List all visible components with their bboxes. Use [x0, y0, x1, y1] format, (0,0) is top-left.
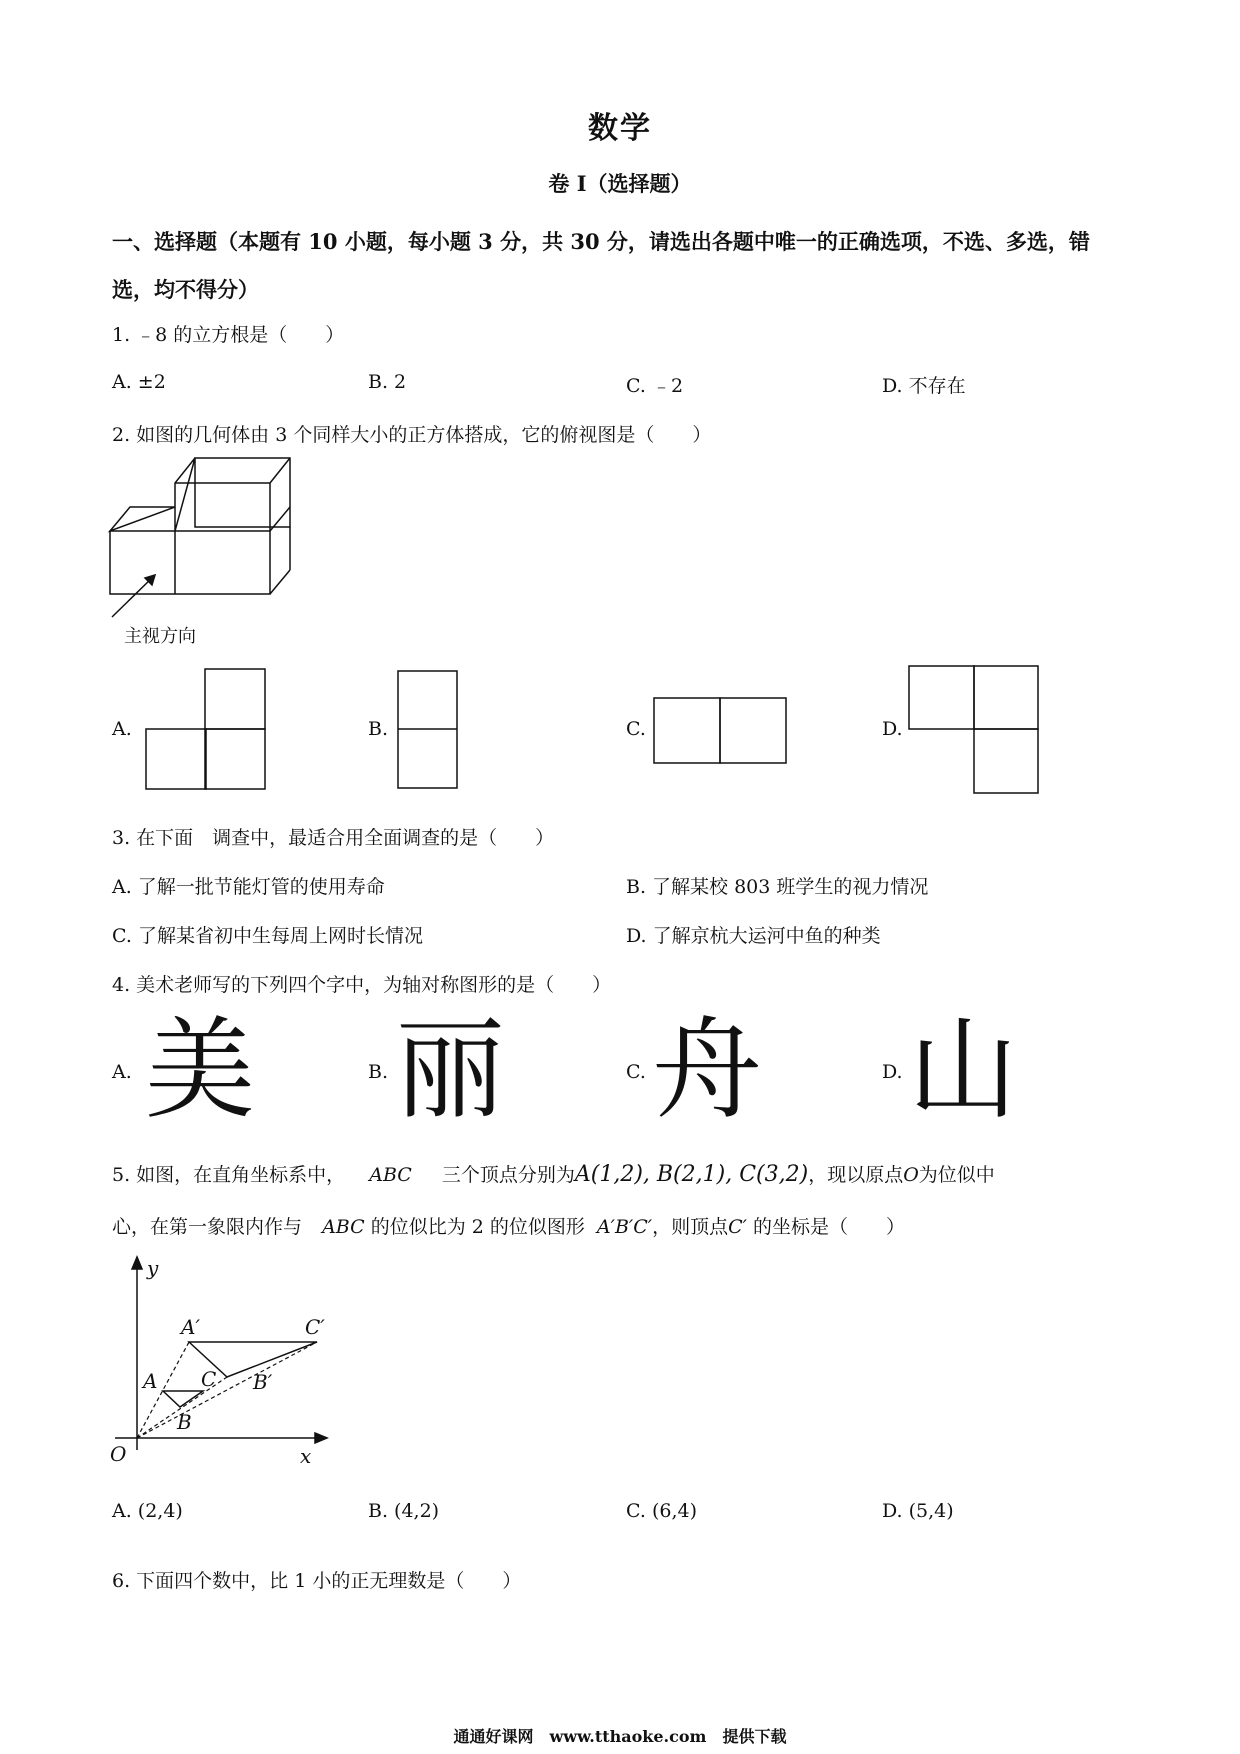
q2-option-c: C. [626, 718, 646, 740]
view-direction-label: 主视方向 [124, 626, 196, 647]
origin-label: O [110, 1442, 127, 1466]
q1-option-c: C. ﹣2 [626, 375, 684, 397]
cube-figure [100, 455, 320, 615]
q5-option-a: A. (2,4) [112, 1500, 183, 1522]
q4-character-c: 舟 [652, 1006, 762, 1134]
q2-option-c-figure [653, 697, 788, 764]
point-b-prime-label: B′ [253, 1370, 273, 1394]
q3-option-c: C. 了解某省初中生每周上网时长情况 [112, 925, 423, 947]
q4-character-a: 美 [145, 1006, 255, 1134]
footer-text: 通通好课网 www.tthaoke.com 提供下载 [453, 1727, 787, 1746]
coordinate-figure [105, 1255, 345, 1470]
point-a-prime-label: A′ [181, 1315, 200, 1339]
point-c-prime-label: C′ [305, 1315, 325, 1339]
q3-option-b: B. 了解某校 803 班学生的视力情况 [626, 876, 929, 898]
q2-option-a-figure [145, 668, 270, 790]
x-axis-label: x [300, 1444, 312, 1468]
q4-character-d: 山 [908, 1006, 1018, 1134]
section-heading: 一、选择题（本题有 10 小题，每小题 3 分，共 30 分，请选出各题中唯一的正确选项，不选、多选，错选，均不得分） [112, 229, 1090, 302]
q5-option-c: C. (6,4) [626, 1500, 697, 1522]
y-axis-label: y [147, 1256, 159, 1280]
q5-option-d: D. (5,4) [882, 1500, 954, 1522]
q3-option-d: D. 了解京杭大运河中鱼的种类 [626, 925, 881, 947]
q4-option-c: C. [626, 1061, 646, 1083]
q5-option-b: B. (4,2) [368, 1500, 440, 1522]
question-3-stem: 3. 在下面 调查中，最适合用全面调查的是（ ） [112, 827, 555, 849]
point-b-label: B [177, 1410, 192, 1434]
q1-option-d: D. 不存在 [882, 375, 966, 397]
q2-option-b: B. [368, 718, 389, 740]
q1-option-a: A. ±2 [112, 371, 166, 393]
question-4-stem: 4. 美术老师写的下列四个字中，为轴对称图形的是（ ） [112, 974, 612, 996]
q1-option-b: B. 2 [368, 371, 407, 393]
question-1-stem: 1. ﹣8 的立方根是（ ） [112, 324, 345, 346]
page-subtitle: 卷 I（选择题） [548, 171, 692, 196]
q4-option-b: B. [368, 1061, 389, 1083]
q2-option-b-figure [397, 670, 459, 790]
question-6-stem: 6. 下面四个数中，比 1 小的正无理数是（ ） [112, 1570, 522, 1592]
q4-option-a: A. [112, 1061, 132, 1083]
page-title: 数学 [588, 111, 652, 146]
q4-option-d: D. [882, 1061, 903, 1083]
question-5-stem-line-1: 5. 如图，在直角坐标系中， ABC 三个顶点分别为A(1,2), B(2,1), C(3,2)，现以原点O为位似中 [112, 1162, 995, 1187]
question-2-stem: 2. 如图的几何体由 3 个同样大小的正方体搭成，它的俯视图是（ ） [112, 424, 712, 446]
question-5-stem-line-2: 心，在第一象限内作与 ABC 的位似比为 2 的位似图形 A′B′C′，则顶点C′ 的坐标是（ ） [112, 1216, 906, 1238]
q2-option-d: D. [882, 718, 903, 740]
q2-option-a: A. [112, 718, 132, 740]
q3-option-a: A. 了解一批节能灯管的使用寿命 [112, 876, 385, 898]
q4-character-b: 丽 [395, 1006, 505, 1134]
point-a-label: A [143, 1369, 158, 1393]
point-c-label: C [201, 1367, 217, 1391]
q2-option-d-figure [908, 665, 1040, 795]
